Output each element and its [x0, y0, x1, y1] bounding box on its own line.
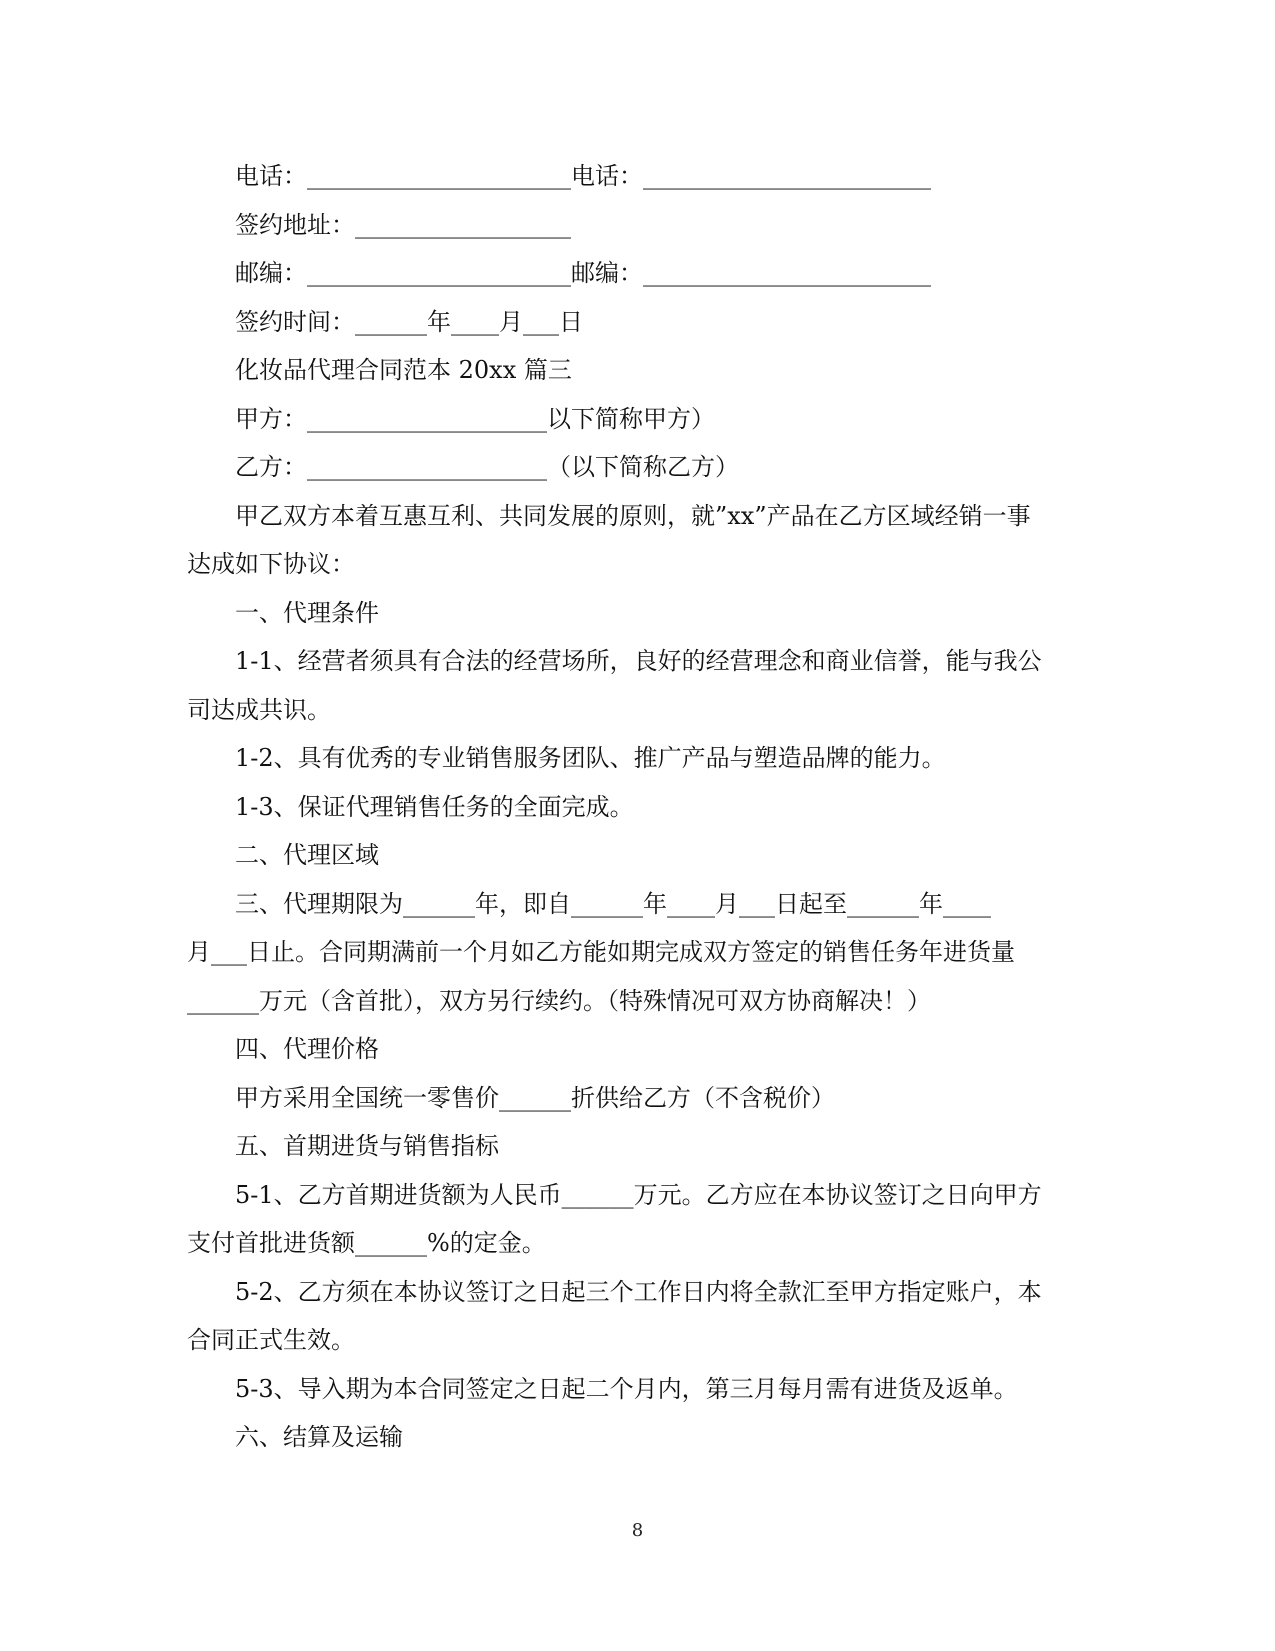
clause-5-2-line-2: 合同正式生效。: [187, 1326, 355, 1354]
clause-1-3: 1-3、保证代理销售任务的全面完成。: [235, 792, 634, 821]
document-body: [187, 152, 1087, 1462]
section-heading-4: 四、代理价格: [235, 1035, 379, 1063]
preamble-line-2: 达成如下协议：: [187, 550, 355, 578]
clause-5-2-line-1: 5-2、乙方须在本协议签订之日起三个工作日内将全款汇至甲方指定账户，本: [235, 1277, 1042, 1306]
clause-5-1-line-2: 支付首批进货额______%的定金。: [187, 1229, 546, 1257]
section-heading-1: 一、代理条件: [235, 598, 379, 627]
page-number: 8: [631, 1520, 644, 1541]
signing-date-line: 签约时间：______年____月___日: [235, 307, 583, 336]
section-heading-6: 六、结算及运输: [235, 1423, 403, 1451]
party-b-line: 乙方：____________________（以下简称乙方）: [235, 453, 739, 481]
clause-1-2: 1-2、具有优秀的专业销售服务团队、推广产品与塑造品牌的能力。: [235, 744, 946, 772]
postcode-line: 邮编：______________________邮编：________________________: [235, 259, 931, 287]
pricing-line: 甲方采用全国统一零售价______折供给乙方（不含税价）: [235, 1083, 835, 1112]
section-3-line-2: 月___日止。合同期满前一个月如乙方能如期完成双方签定的销售任务年进货量: [187, 938, 1015, 966]
preamble-line-1: 甲乙双方本着互惠互利、共同发展的原则，就”xx”产品在乙方区域经销一事: [235, 501, 1031, 530]
phone-line: 电话：______________________电话：________________________: [235, 162, 931, 190]
signing-address-line: 签约地址：__________________: [235, 210, 571, 239]
section-heading-5: 五、首期进货与销售指标: [235, 1132, 499, 1160]
contract-title: 化妆品代理合同范本 20xx 篇三: [235, 356, 572, 384]
section-3-line-3: ______万元（含首批），双方另行续约。（特殊情况可双方协商解决！）: [187, 986, 931, 1015]
section-3-line-1: 三、代理期限为______年，即自______年____月___日起至______年____: [235, 889, 991, 918]
clause-1-1-line-1: 1-1、经营者须具有合法的经营场所，良好的经营理念和商业信誉，能与我公: [235, 647, 1042, 675]
section-heading-2: 二、代理区域: [235, 841, 379, 869]
clause-1-1-line-2: 司达成共识。: [187, 695, 331, 724]
party-a-line: 甲方：____________________以下简称甲方）: [235, 404, 715, 433]
clause-5-1-line-1: 5-1、乙方首期进货额为人民币______万元。乙方应在本协议签订之日向甲方: [235, 1180, 1042, 1209]
clause-5-3: 5-3、导入期为本合同签定之日起二个月内，第三月每月需有进货及返单。: [235, 1374, 1018, 1403]
